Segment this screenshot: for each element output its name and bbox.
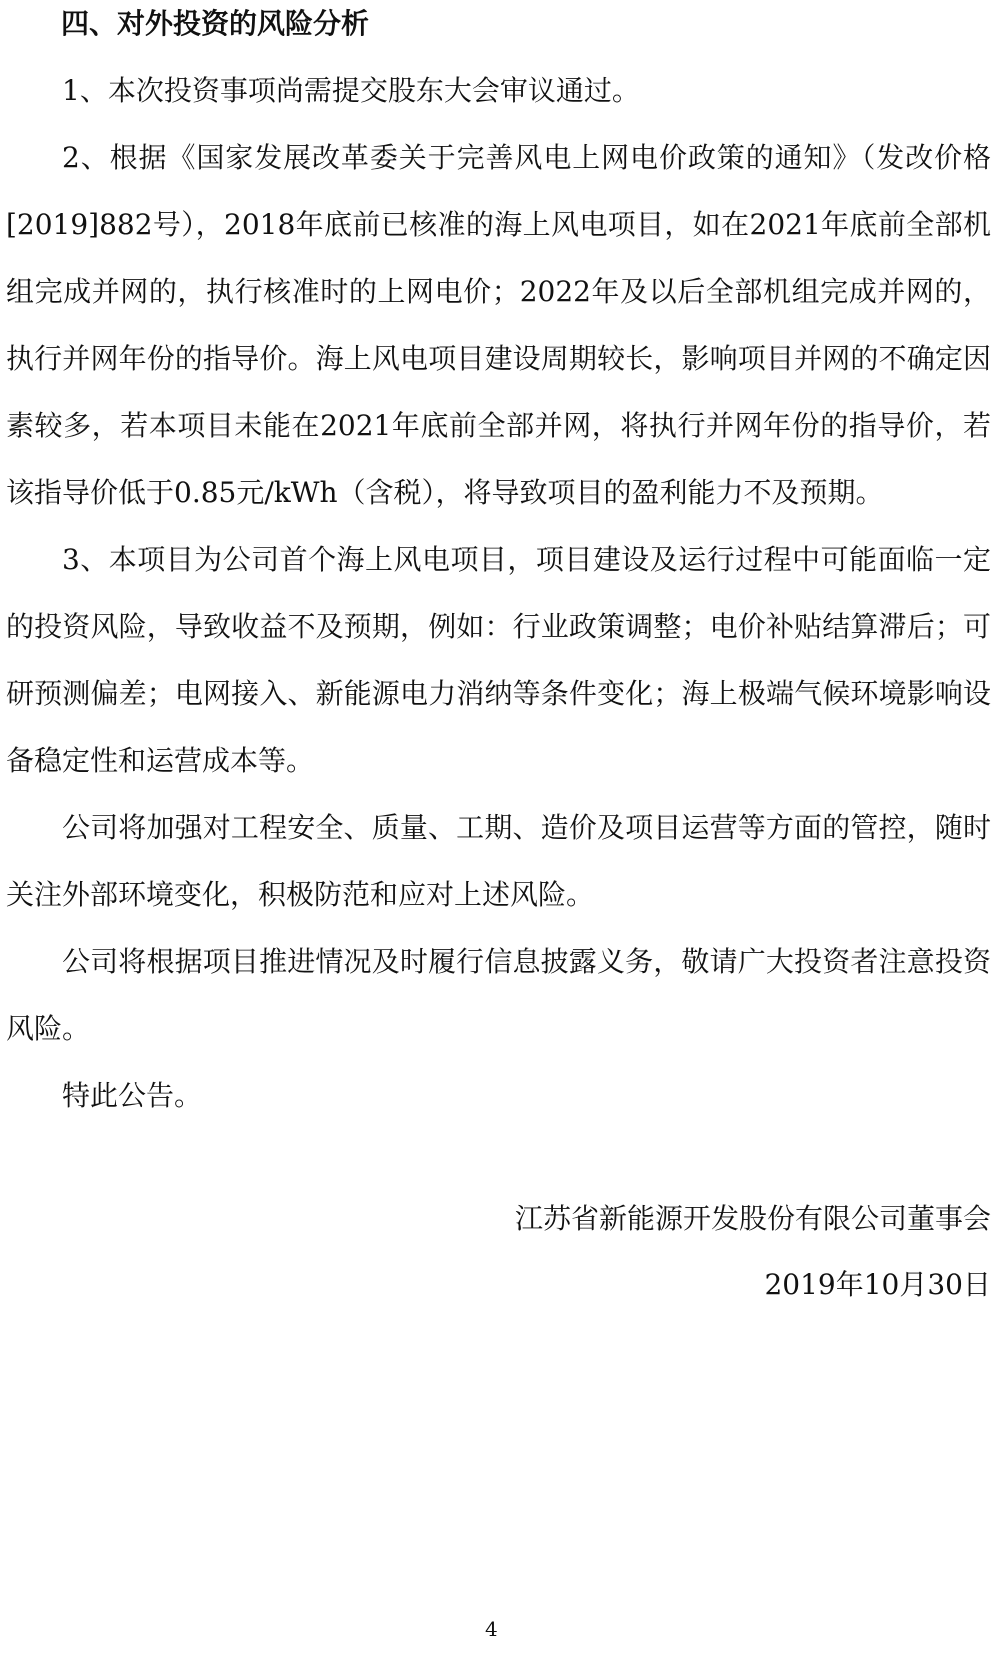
paragraph-investment-risk: 3、本项目为公司首个海上风电项目，项目建设及运行过程中可能面临一定的投资风险，导致收益不及预期，例如：行业政策调整；电价补贴结算滞后；可研预测偏差；电网接入、新能源电力消纳等条件变化；海上极端气候环境影响设备稳定性和运营成本等。: [6, 543, 991, 777]
paragraph-risk-control: 公司将加强对工程安全、质量、工期、造价及项目运营等方面的管控，随时关注外部环境变化，积极防范和应对上述风险。: [6, 811, 991, 911]
page-number: 4: [485, 1617, 498, 1641]
paragraph-closing: 特此公告。: [62, 1079, 203, 1112]
section-heading: 四、对外投资的风险分析: [61, 7, 370, 40]
paragraph-approval-requirement: 1、本次投资事项尚需提交股东大会审议通过。: [62, 74, 640, 107]
signature-date: 2019年10月30日: [764, 1268, 991, 1301]
paragraph-tariff-policy-risk: 2、根据《国家发展改革委关于完善风电上网电价政策的通知》（发改价格[2019]882号），2018年底前已核准的海上风电项目，如在2021年底前全部机组完成并网的，执行核准时的上网电价；2022年及以后全部机组完成并网的，执行并网年份的指导价。海上风电项目建设周期较长，影响项目并网的不确定因素较多，若本项目未能在2021年底前全部并网，将执行并网年份的指导价，若该指导价低于0.85元/kWh（含税），将导致项目的盈利能力不及预期。: [6, 141, 991, 509]
paragraph-disclosure-notice: 公司将根据项目推进情况及时履行信息披露义务，敬请广大投资者注意投资风险。: [6, 945, 991, 1045]
signature-company: 江苏省新能源开发股份有限公司董事会: [514, 1202, 991, 1235]
